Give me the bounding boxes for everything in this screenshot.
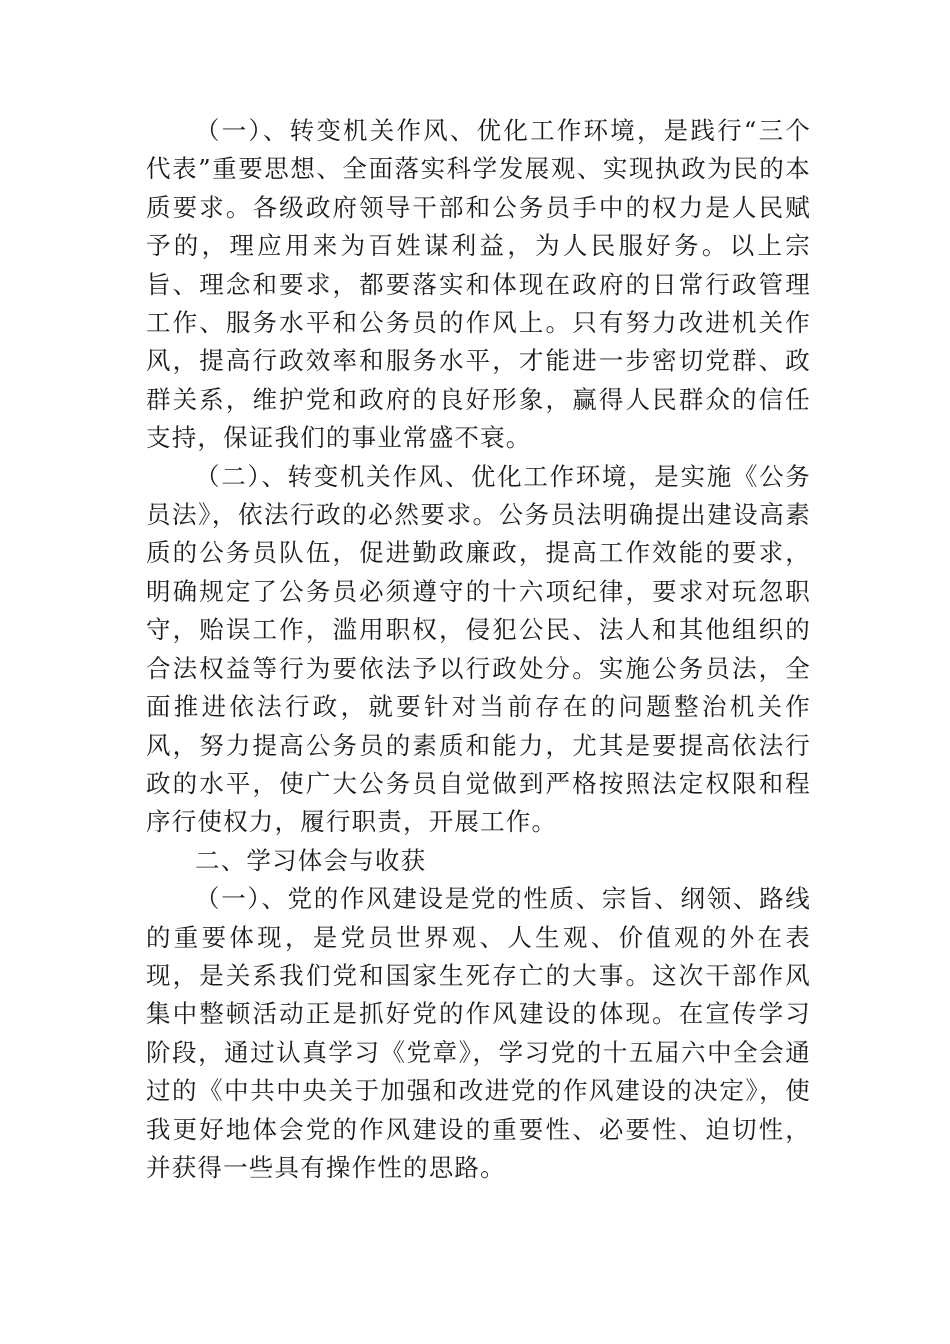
section-heading-2: 二、学习体会与收获 [195, 845, 427, 875]
paragraph-section-1-item-2: （二）、转变机关作风、优化工作环境，是实施《公务员法》，依法行政的必然要求。公务员法明确提出建设高素质的公务员队伍，促进勤政廉政，提高工作效能的要求，明确规定了公务员必须遵守的十六项纪律，要求对玩忽职守，贻误工作，滥用职权，侵犯公民、法人和其他组织的合法权益等行为要依法予以行政处分。实施公务员法，全面推进依法行政，就要针对当前存在的问题整治机关作风，努力提高公务员的素质和能力，尤其是要提高依法行政的水平，使广大公务员自觉做到严格按照法定权限和程序行使权力，履行职责，开展工作。 [146, 461, 811, 837]
paragraph-section-2-item-1: （一）、党的作风建设是党的性质、宗旨、纲领、路线的重要体现，是党员世界观、人生观、价值观的外在表现，是关系我们党和国家生死存亡的大事。这次干部作风集中整顿活动正是抓好党的作风建设的体现。在宣传学习阶段，通过认真学习《党章》，学习党的十五届六中全会通过的《中共中央关于加强和改进党的作风建设的决定》，使我更好地体会党的作风建设的重要性、必要性、迫切性，并获得一些具有操作性的思路。 [146, 884, 811, 1182]
paragraph-section-1-item-1: （一）、转变机关作风、优化工作环境，是践行“三个代表”重要思想、全面落实科学发展观、实现执政为民的本质要求。各级政府领导干部和公务员手中的权力是人民赋予的，理应用来为百姓谋利益，为人民服好务。以上宗旨、理念和要求，都要落实和体现在政府的日常行政管理工作、服务水平和公务员的作风上。只有努力改进机关作风，提高行政效率和服务水平，才能进一步密切党群、政群关系，维护党和政府的良好形象，赢得人民群众的信任支持，保证我们的事业常盛不衰。 [146, 116, 811, 453]
document-body [146, 112, 811, 1187]
